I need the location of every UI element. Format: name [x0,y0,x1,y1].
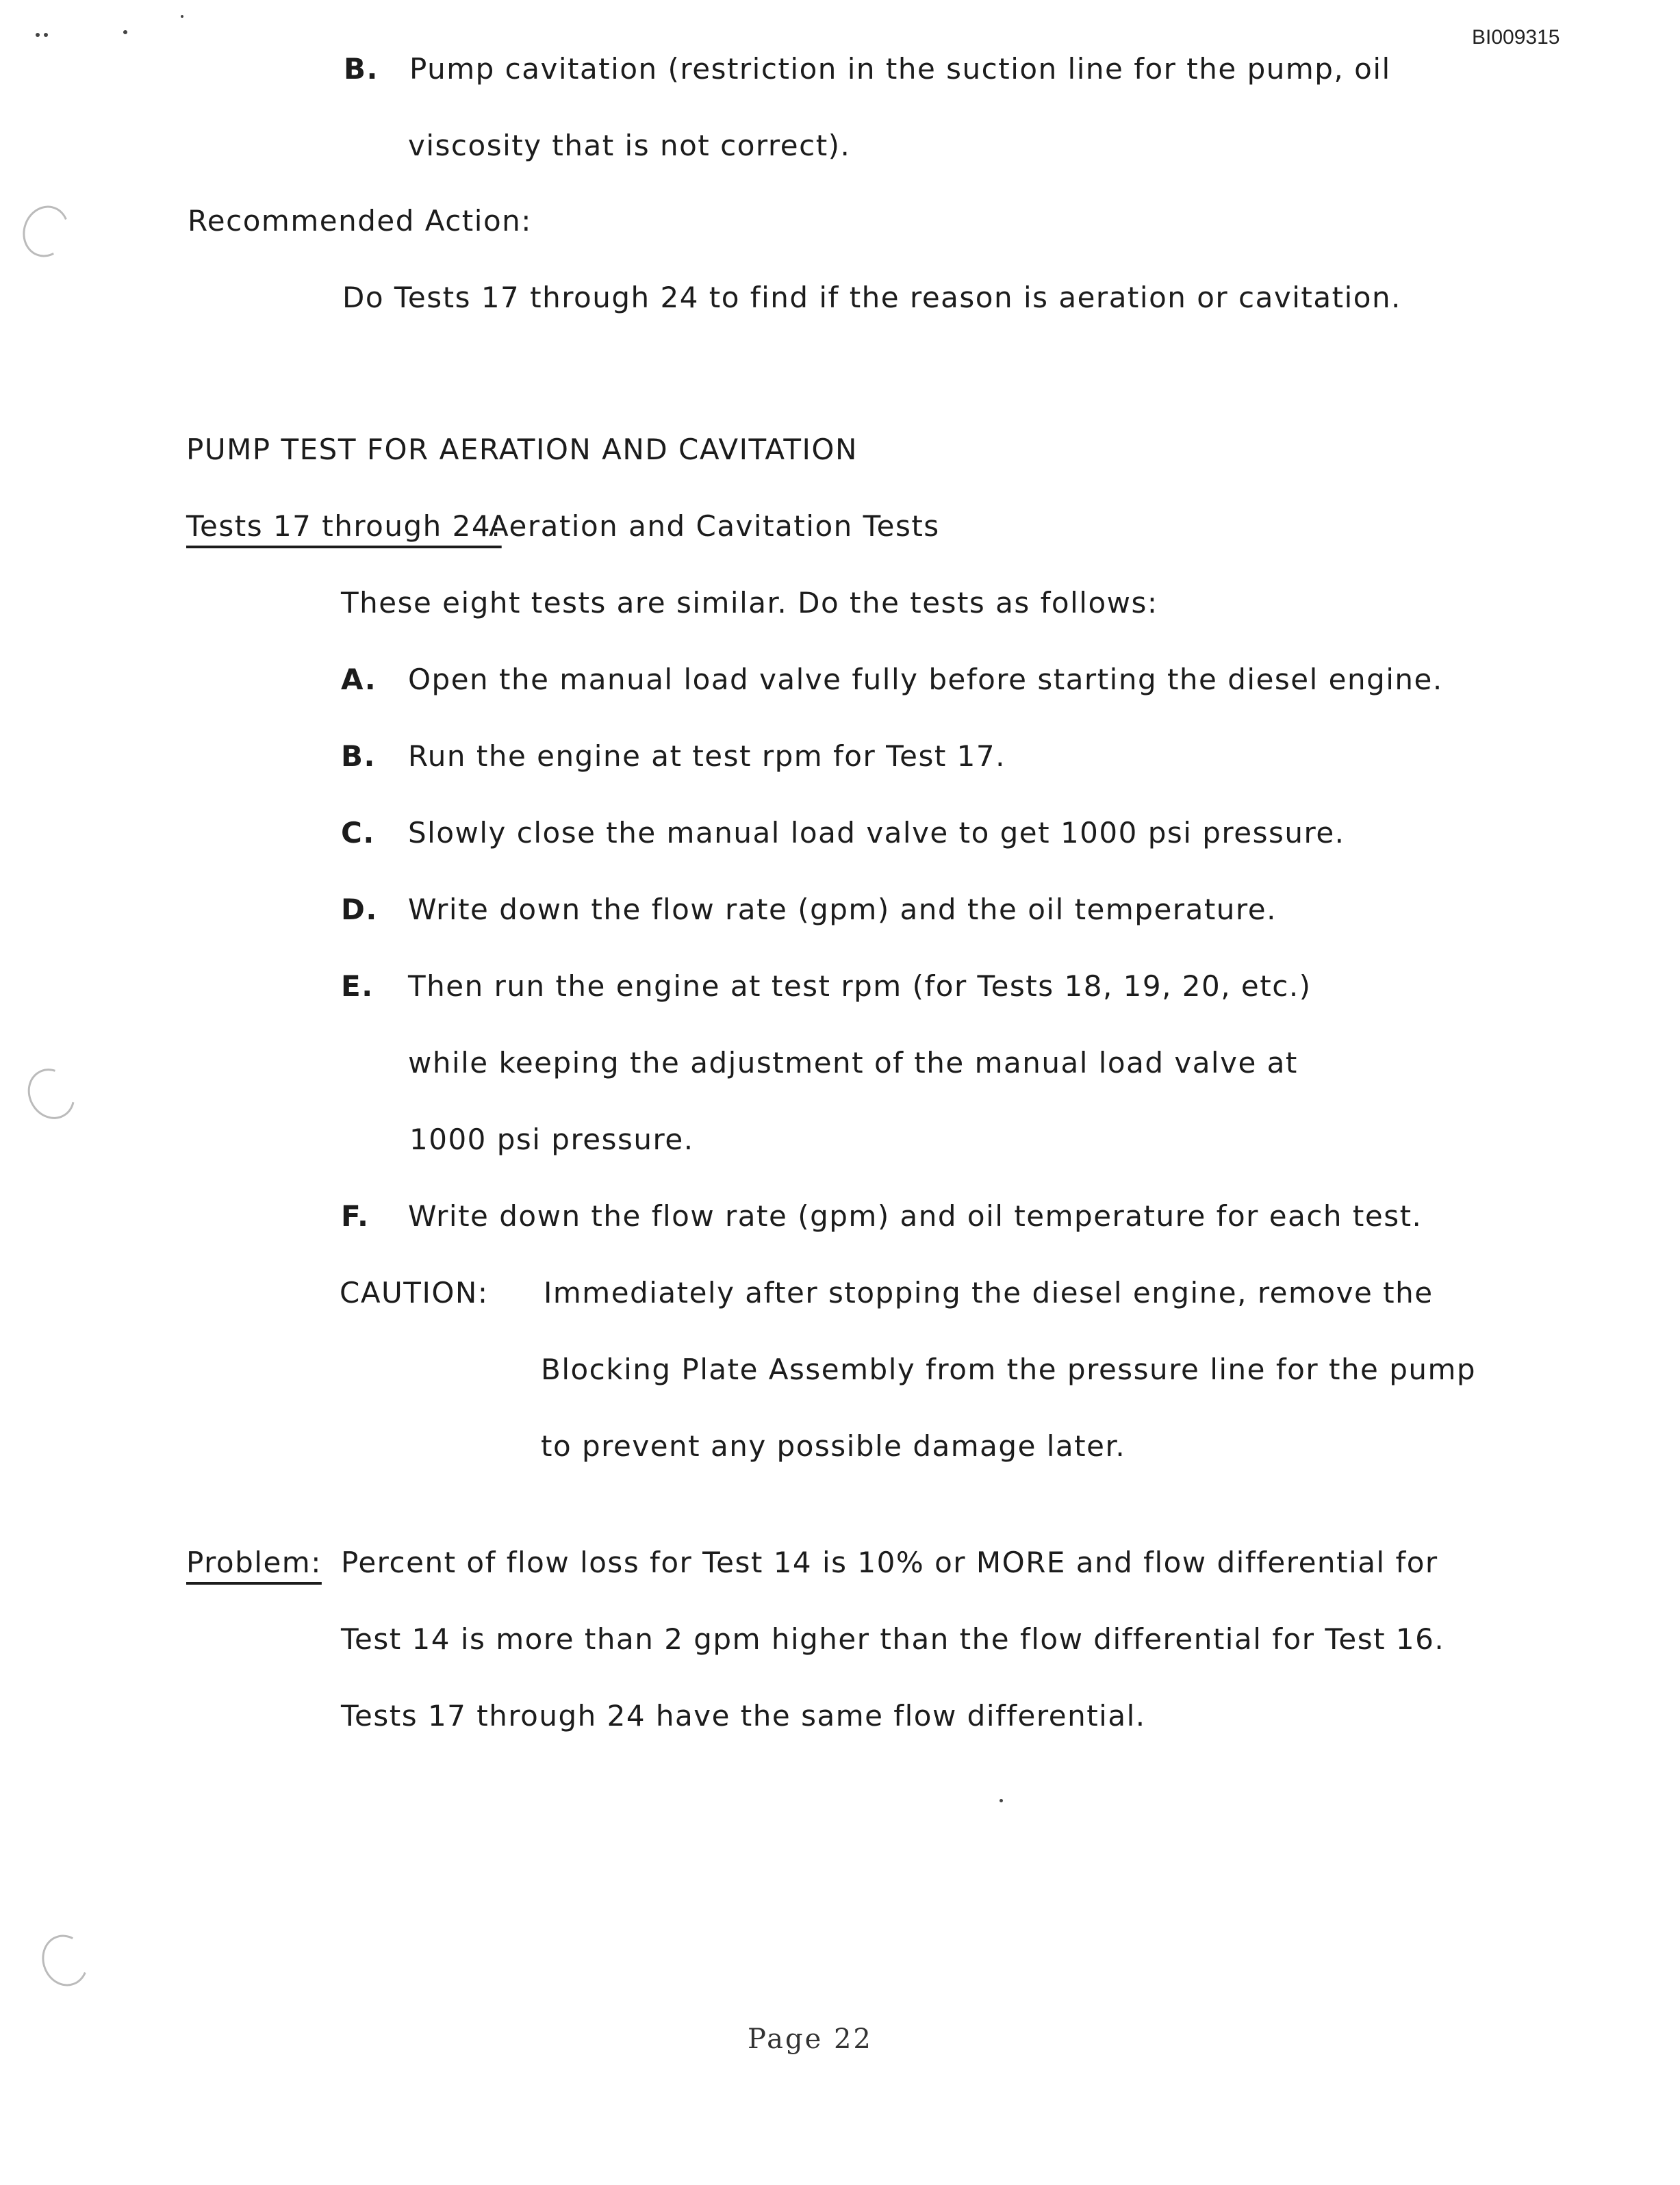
problem-line-3: Tests 17 through 24 have the same flow differential. [341,1699,1146,1733]
step-e-label: E. [341,969,374,1003]
scan-speck [1000,1799,1003,1802]
step-d-label: D. [341,893,378,926]
step-c-label: C. [341,816,375,849]
punch-hole-mark [18,1060,84,1128]
step-a-label: A. [341,663,377,696]
step-b-label: B. [341,739,376,773]
punch-hole-mark [35,1928,95,1993]
caution-line-1: Immediately after stopping the diesel engine, remove the [544,1276,1434,1309]
punch-hole-mark [16,199,76,264]
step-d-text: Write down the flow rate (gpm) and the oil temperature. [408,893,1277,926]
step-f-label: F. [341,1199,370,1233]
problem-label: Problem: [186,1546,322,1579]
step-e-line-2: while keeping the adjustment of the manual load valve at [408,1046,1298,1079]
caution-line-3: to prevent any possible damage later. [541,1429,1126,1463]
scan-speck [36,33,40,37]
scan-speck [123,30,127,34]
item-b-line-2: viscosity that is not correct). [408,129,851,162]
step-e-line-1: Then run the engine at test rpm (for Tests 18, 19, 20, etc.) [408,969,1312,1003]
scan-speck [181,15,183,18]
step-c-text: Slowly close the manual load valve to get 1000 psi pressure. [408,816,1345,849]
recommended-action-heading: Recommended Action: [188,204,532,238]
section-heading: PUMP TEST FOR AERATION AND CAVITATION [186,433,858,466]
tests-label: Tests 17 through 24: [186,509,502,543]
step-a-text: Open the manual load valve fully before starting the diesel engine. [408,663,1443,696]
tests-title: Aeration and Cavitation Tests [489,509,940,543]
item-b-line-1: Pump cavitation (restriction in the suction line for the pump, oil [409,52,1391,86]
item-b-label: B. [344,52,379,86]
caution-label: CAUTION: [340,1276,489,1309]
step-b-text: Run the engine at test rpm for Test 17. [408,739,1006,773]
document-id: BI009315 [1472,26,1560,49]
page-number: Page 22 [748,2023,873,2055]
step-f-text: Write down the flow rate (gpm) and oil temperature for each test. [408,1199,1423,1233]
recommended-action-text: Do Tests 17 through 24 to find if the reason is aeration or cavitation. [342,281,1401,314]
problem-line-1: Percent of flow loss for Test 14 is 10% or MORE and flow differential for [341,1546,1438,1579]
step-e-line-3: 1000 psi pressure. [409,1123,694,1156]
problem-line-2: Test 14 is more than 2 gpm higher than the flow differential for Test 16. [341,1622,1445,1656]
scan-speck [44,33,48,37]
tests-lead-text: These eight tests are similar. Do the tests as follows: [341,586,1158,619]
caution-line-2: Blocking Plate Assembly from the pressure line for the pump [541,1353,1477,1386]
